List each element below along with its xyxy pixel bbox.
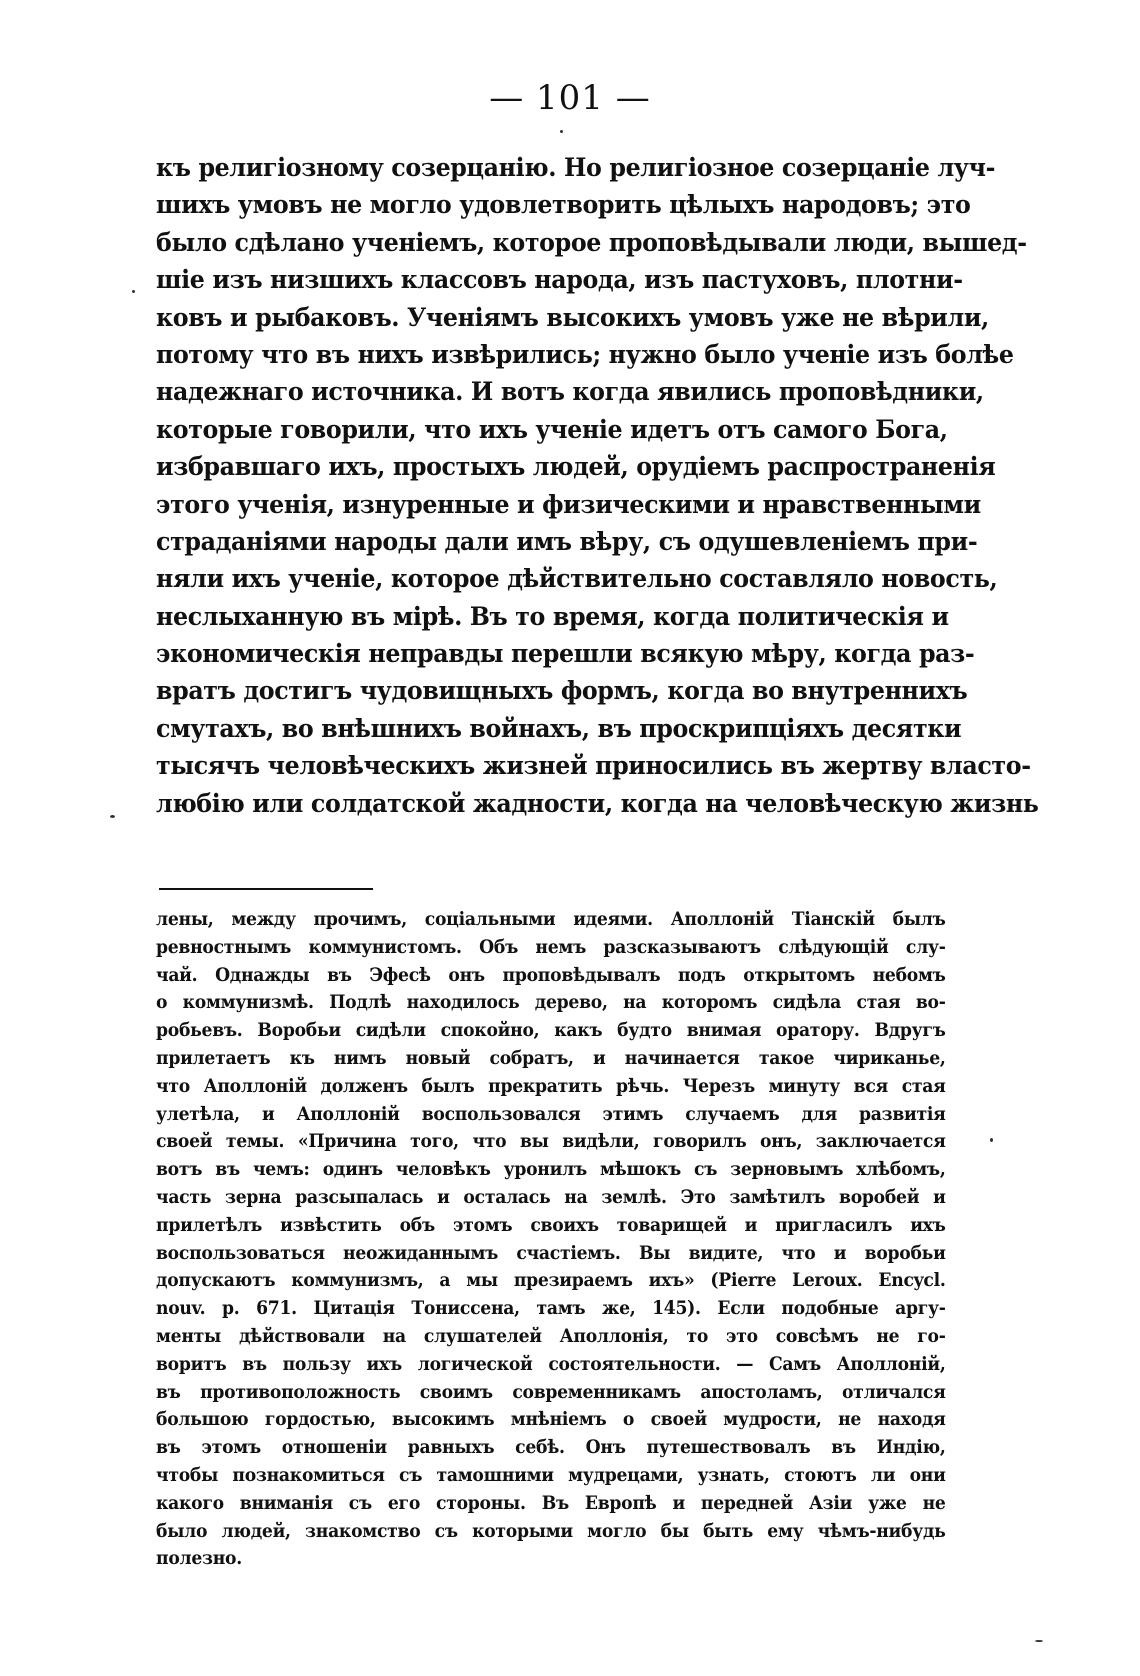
main-text-line: тысячъ человѣческихъ жизней приносились въ жертву власто- [156,751,1031,782]
footnote-line: своей темы. «Причина того, что вы видѣли, говорилъ онъ, заключается [156,1131,946,1153]
footnote-line: въ противоположность своимъ современникамъ апостоламъ, отличался [156,1381,946,1403]
footnote-line: полезно. [156,1548,242,1570]
footnote-line: чтобы познакомиться съ тамошними мудрецами, узнать, стоютъ ли они [156,1464,946,1486]
footnote-line: лены, между прочимъ, соціальными идеями. Аполлоній Тіанскій былъ [156,909,946,930]
footnote-line: nouv. p. 671. Цитація Тониссена, тамъ же, 145). Если подобные аргу- [156,1298,946,1320]
page-number: — 101 — [489,78,651,118]
main-text-line: этого ученія, изнуренные и физическими и нравственными [156,489,981,520]
footnote-line: вотъ въ чемъ: одинъ человѣкъ уронилъ мѣшокъ съ зерновымъ хлѣбомъ, [156,1159,946,1181]
main-text-line: смутахъ, во внѣшнихъ войнахъ, въ проскрипціяхъ десятки [156,713,962,744]
scan-speck [110,815,115,818]
scan-speck [132,290,135,293]
footnote-line: улетѣла, и Аполлоній воспользовался этимъ случаемъ для развитія [156,1103,946,1125]
footnote-line: прилетѣлъ извѣстить объ этомъ своихъ товарищей и пригласилъ ихъ [156,1214,946,1236]
footnote-line: было людей, знакомство съ которыми могло бы быть ему чѣмъ-нибудь [156,1520,946,1542]
footnote-line: большою гордостью, высокимъ мнѣніемъ о своей мудрости, не находя [156,1409,946,1431]
main-text-line: неслыханную въ мірѣ. Въ то время, когда политическія и [156,601,949,632]
main-text-line: которые говорили, что ихъ ученіе идетъ отъ самого Бога, [156,414,948,445]
main-text-line: надежнаго источника. И вотъ когда явились проповѣдники, [156,377,984,408]
footnote-line: часть зерна разсыпалась и осталась на землѣ. Это замѣтилъ воробей и [156,1186,946,1208]
footnote-divider [159,888,373,890]
footnote [156,906,946,1573]
footnote-line: воритъ въ пользу ихъ логической состоятельности. — Самъ Аполлоній, [156,1353,946,1375]
scan-speck [560,130,563,133]
footnote-line: прилетаетъ къ нимъ новый собратъ, и начинается такое чириканье, [156,1047,946,1069]
main-text-line: шихъ умовъ не могло удовлетворить цѣлыхъ народовъ; это [156,190,971,221]
scan-speck [990,1138,993,1142]
footnote-line: допускаютъ коммунизмъ, а мы презираемъ ихъ» (Pierre Leroux. Encycl. [156,1270,946,1292]
main-text [156,150,1039,823]
footnote-line: какого вниманія съ его стороны. Въ Европѣ и передней Азіи уже не [156,1492,946,1514]
footnote-line: что Аполлоній долженъ былъ прекратить рѣчь. Черезъ минуту вся стая [156,1075,946,1097]
scan-speck [1035,1640,1043,1642]
main-text-line: избравшаго ихъ, простыхъ людей, орудіемъ распространенія [156,452,996,483]
main-text-line: няли ихъ ученіе, которое дѣйствительно составляло новость, [156,564,998,595]
main-text-line: любію или солдатской жадности, когда на человѣческую жизнь [156,788,1039,819]
main-text-line: къ религіозному созерцанію. Но религіозное созерцаніе луч- [156,153,996,183]
main-text-line: страданіями народы дали имъ вѣру, съ одушевленіемъ при- [156,526,978,557]
main-text-line: экономическія неправды перешли всякую мѣру, когда раз- [156,639,975,670]
footnote-line: о коммунизмѣ. Подлѣ находилось дерево, на которомъ сидѣла стая во- [156,992,946,1014]
footnote-line: ревностнымъ коммунистомъ. Объ немъ разсказываютъ слѣдующій слу- [156,936,946,958]
footnote-line: въ этомъ отношеніи равныхъ себѣ. Онъ путешествовалъ въ Индію, [156,1437,946,1459]
main-text-line: было сдѣлано ученіемъ, которое проповѣдывали люди, вышед- [156,227,1027,258]
main-text-line: шіе изъ низшихъ классовъ народа, изъ пастуховъ, плотни- [156,265,963,296]
footnote-line: воспользоваться неожиданнымъ счастіемъ. Вы видите, что и воробьи [156,1242,946,1264]
main-text-line: ковъ и рыбаковъ. Ученіямъ высокихъ умовъ уже не вѣрили, [156,302,989,333]
main-text-line: потому что въ нихъ извѣрились; нужно было ученіе изъ болѣе [156,339,1014,370]
footnote-line: чай. Однажды въ Эфесѣ онъ проповѣдывалъ подъ открытомъ небомъ [156,964,946,986]
footnote-line: робьевъ. Воробьи сидѣли спокойно, какъ будто внимая оратору. Вдругъ [156,1020,946,1042]
footnote-line: менты дѣйствовали на слушателей Аполлонія, то это совсѣмъ не го- [156,1325,946,1347]
main-text-line: вратъ достигъ чудовищныхъ формъ, когда во внутреннихъ [156,676,968,707]
